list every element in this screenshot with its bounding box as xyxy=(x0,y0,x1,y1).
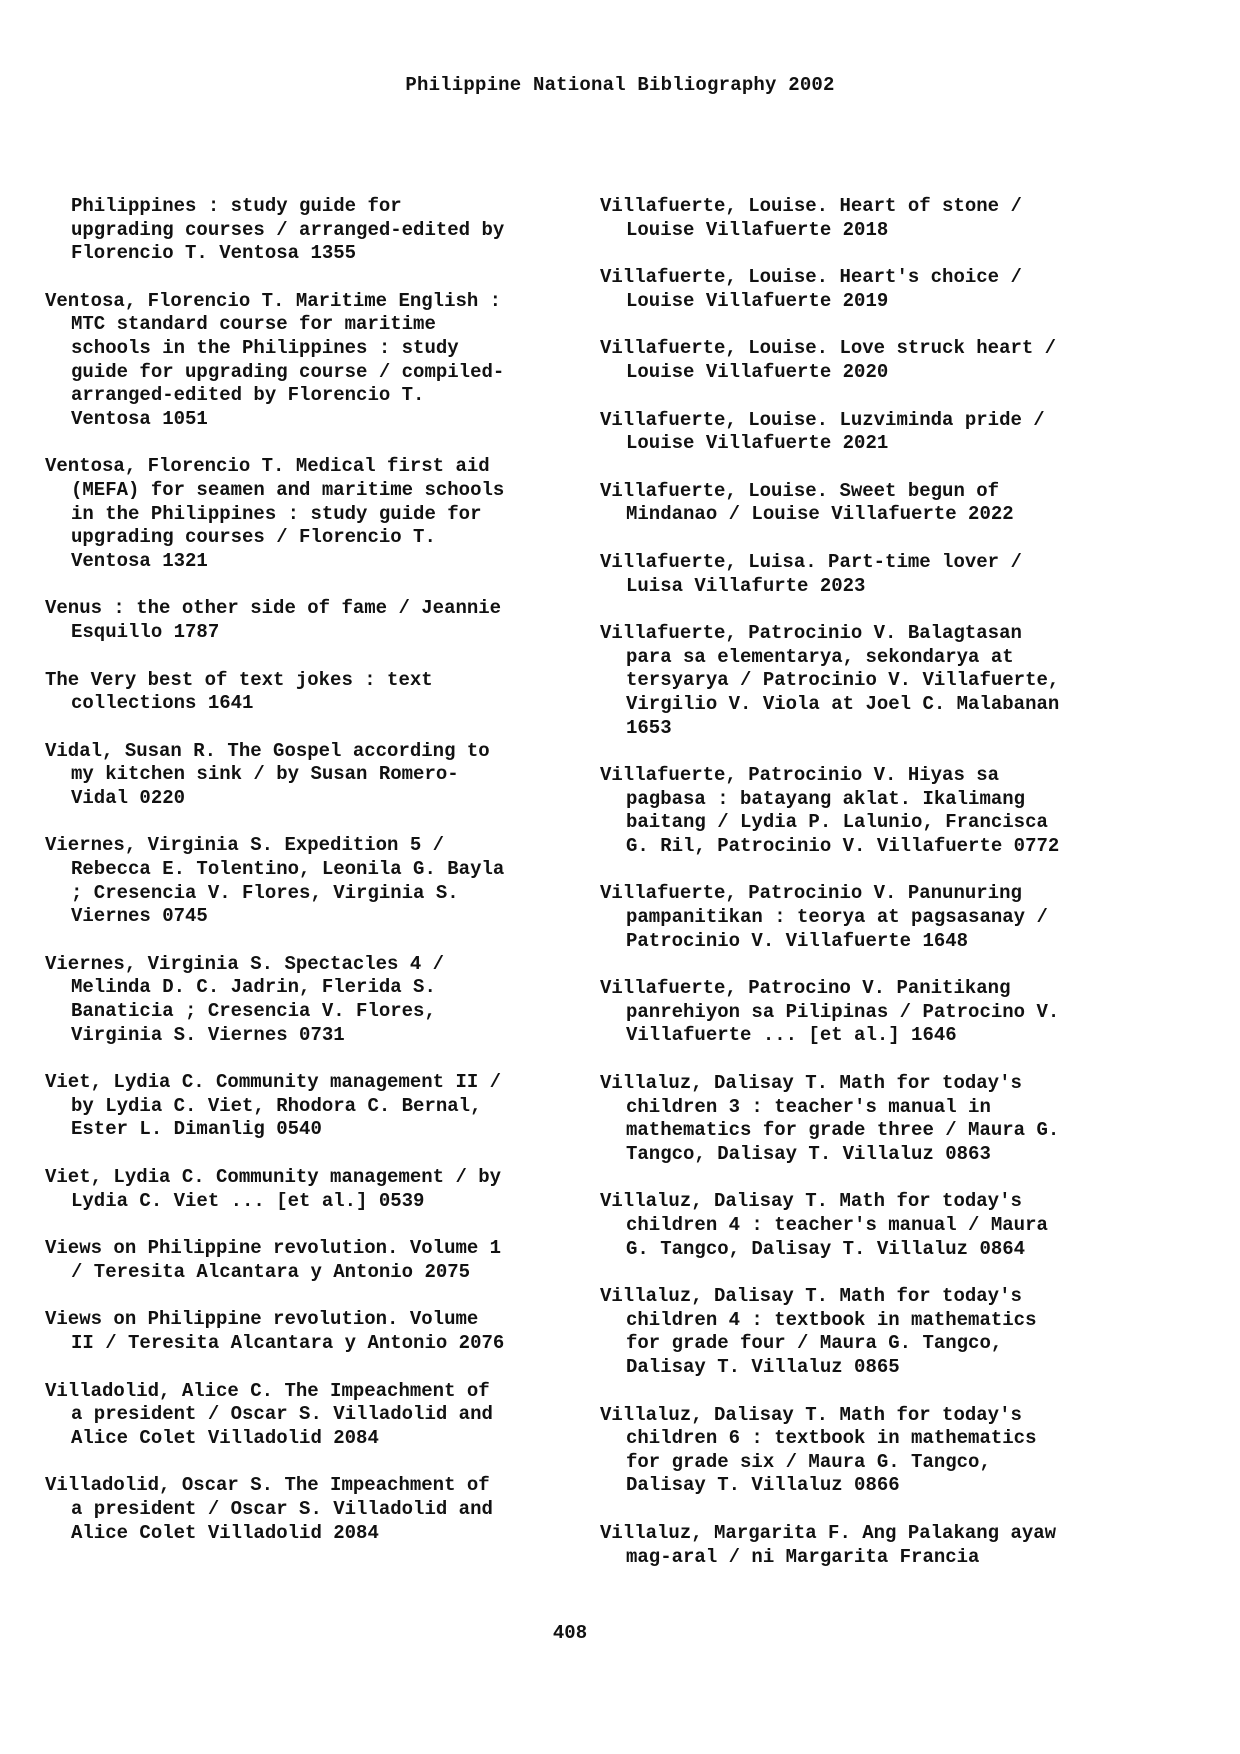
bibliography-entry: Villadolid, Alice C. The Impeachment of a president / Oscar S. Villadolid and Alice Colet Villadolid 2084 xyxy=(45,1379,493,1449)
bibliography-entry: Villafuerte, Patrocinio V. Balagtasan para sa elementarya, sekondarya at tersyarya / Patrocinio V. Villafuerte, Virgilio V. Viola at Joel C. Malabanan 1653 xyxy=(600,622,1060,739)
bibliography-entry: Ventosa, Florencio T. Medical first aid (MEFA) for seamen and maritime schools in the Philippines : study guide for upgrading courses / Florencio T. Ventosa 1321 xyxy=(45,455,505,572)
bibliography-entry: Villafuerte, Patrocinio V. Panunuring pampanitikan : teorya at pagsasanay / Patrocinio V. Villafuerte 1648 xyxy=(600,882,1048,952)
bibliography-entry: Villafuerte, Louise. Heart's choice / Louise Villafuerte 2019 xyxy=(600,266,1022,312)
left-column xyxy=(45,195,565,1569)
bibliography-entry: Villaluz, Margarita F. Ang Palakang ayaw mag-aral / ni Margarita Francia xyxy=(600,1521,1057,1568)
bibliography-entry: Villafuerte, Louise. Love struck heart / Louise Villafuerte 2020 xyxy=(600,337,1057,383)
bibliography-entry: Villadolid, Oscar S. The Impeachment of a president / Oscar S. Villadolid and Alice Colet Villadolid 2084 xyxy=(45,1474,493,1544)
bibliography-entry: Viernes, Virginia S. Spectacles 4 / Melinda D. C. Jadrin, Flerida S. Banaticia ; Cresencia V. Flores, Virginia S. Viernes 0731 xyxy=(45,952,445,1046)
bibliography-entry: Venus : the other side of fame / Jeannie Esquillo 1787 xyxy=(45,597,502,643)
bibliography-entry: Villafuerte, Louise. Sweet begun of Mindanao / Louise Villafuerte 2022 xyxy=(600,479,1014,526)
bibliography-entry: Viet, Lydia C. Community management II / by Lydia C. Viet, Rhodora C. Bernal, Ester L. Dimanlig 0540 xyxy=(45,1071,502,1141)
bibliography-entry: Viernes, Virginia S. Expedition 5 / Rebecca E. Tolentino, Leonila G. Bayla ; Cresencia V. Flores, Virginia S. Viernes 0745 xyxy=(45,834,505,928)
bibliography-entry: Villafuerte, Louise. Heart of stone / Louise Villafuerte 2018 xyxy=(600,195,1022,241)
bibliography-entry: Philippines : study guide for upgrading courses / arranged-edited by Florencio T. Ventosa 1355 xyxy=(71,195,505,265)
bibliography-entry: Viet, Lydia C. Community management / by Lydia C. Viet ... [et al.] 0539 xyxy=(45,1166,502,1212)
bibliography-entry: Villafuerte, Patrocinio V. Hiyas sa pagbasa : batayang aklat. Ikalimang baitang / Lydia P. Lalunio, Francisca G. Ril, Patrocinio V. Villafuerte 0772 xyxy=(600,764,1060,857)
bibliography-entry: Villafuerte, Luisa. Part-time lover / Luisa Villafurte 2023 xyxy=(600,550,1022,597)
bibliography-entry: Villaluz, Dalisay T. Math for today's children 4 : textbook in mathematics for grade four / Maura G. Tangco, Dalisay T. Villaluz 0865 xyxy=(600,1285,1037,1378)
bibliography-entry: Views on Philippine revolution. Volume 1 / Teresita Alcantara y Antonio 2075 xyxy=(45,1237,502,1283)
right-column xyxy=(600,195,1140,1593)
bibliography-entry: The Very best of text jokes : text collections 1641 xyxy=(45,668,433,715)
bibliography-entry: Villaluz, Dalisay T. Math for today's children 4 : teacher's manual / Maura G. Tangco, Dalisay T. Villaluz 0864 xyxy=(600,1190,1048,1260)
bibliography-entry: Villafuerte, Louise. Luzviminda pride / Louise Villafuerte 2021 xyxy=(600,408,1045,455)
bibliography-entry: Villaluz, Dalisay T. Math for today's children 3 : teacher's manual in mathematics for grade three / Maura G. Tangco, Dalisay T. Villaluz 0863 xyxy=(600,1072,1060,1165)
bibliography-entry: Villaluz, Dalisay T. Math for today's children 6 : textbook in mathematics for grade six / Maura G. Tangco, Dalisay T. Villaluz 0866 xyxy=(600,1403,1037,1497)
bibliography-entry: Vidal, Susan R. The Gospel according to my kitchen sink / by Susan Romero- Vidal 0220 xyxy=(45,739,490,809)
page-number: 408 xyxy=(552,1622,588,1644)
bibliography-entry: Views on Philippine revolution. Volume II / Teresita Alcantara y Antonio 2076 xyxy=(45,1308,505,1354)
bibliography-entry: Ventosa, Florencio T. Maritime English : MTC standard course for maritime schools in the Philippines : study guide for upgrading course / compiled- arranged-edited by Florencio T. Ventosa 1051 xyxy=(45,289,505,430)
page-header: Philippine National Bibliography 2002 xyxy=(405,74,835,96)
bibliography-entry: Villafuerte, Patrocino V. Panitikang panrehiyon sa Pilipinas / Patrocino V. Villafuerte ... [et al.] 1646 xyxy=(600,977,1060,1047)
